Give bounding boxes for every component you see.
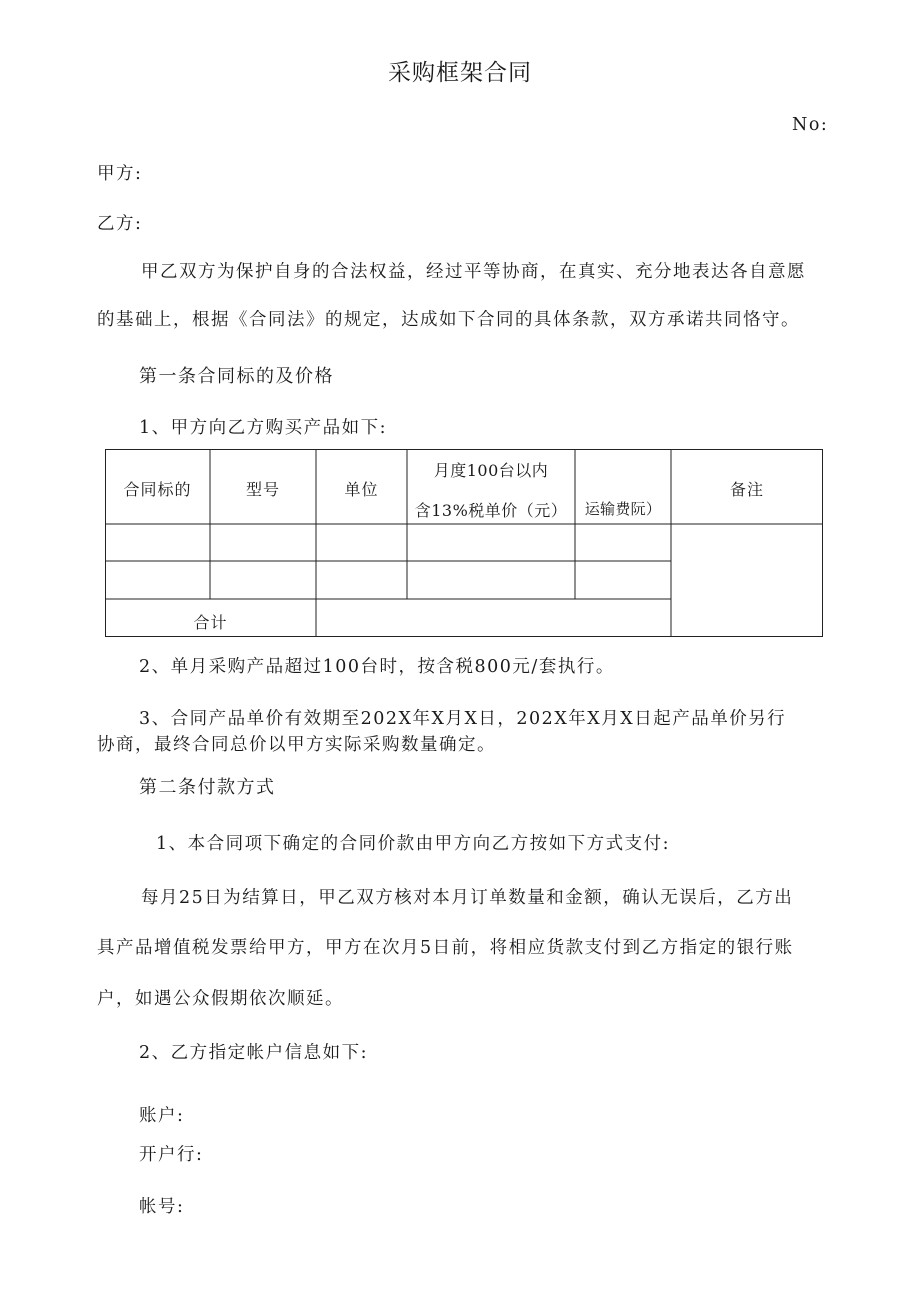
product-price-table: [105, 449, 823, 637]
payment-line-1: 每月25日为结算日，甲乙双方核对本月订单数量和金额，确认无误后，乙方出: [141, 888, 794, 908]
account-label: 账户:: [139, 1106, 185, 1126]
header-unit: 单位: [344, 480, 379, 499]
contract-number-label: No:: [792, 115, 829, 135]
article-2-clause-2: 2、乙方指定帐户信息如下:: [139, 1043, 369, 1063]
header-model: 型号: [245, 480, 280, 499]
article-1-clause-2: 2、单月采购产品超过100台时，按含税800元/套执行。: [139, 657, 615, 677]
article-1-clause-3-line-1: 3、合同产品单价有效期至202X年X月X日，202X年X月X日起产品单价另行: [139, 709, 787, 729]
header-shipping: 运输费阮）: [584, 500, 662, 518]
payment-line-3: 户，如遇公众假期依次顺延。: [97, 989, 344, 1009]
header-subject: 合同标的: [123, 480, 192, 499]
article-1-clause-3-line-2: 协商，最终合同总价以甲方实际采购数量确定。: [97, 735, 496, 755]
header-price-line-1: 月度100台以内: [433, 461, 549, 480]
document-title: 采购框架合同: [388, 60, 532, 86]
party-b-label: 乙方:: [97, 214, 143, 234]
intro-paragraph-line-1: 甲乙双方为保护自身的合法权益，经过平等协商，在真实、充分地表达各自意愿: [141, 262, 806, 282]
header-remarks: 备注: [729, 480, 764, 499]
article-1-heading: 第一条合同标的及价格: [139, 366, 334, 387]
intro-paragraph-line-2: 的基础上，根据《合同法》的规定，达成如下合同的具体条款，双方承诺共同恪守。: [97, 310, 800, 330]
article-1-clause-1: 1、甲方向乙方购买产品如下:: [139, 418, 388, 438]
party-a-label: 甲方:: [97, 164, 143, 184]
article-2-clause-1: 1、本合同项下确定的合同价款由甲方向乙方按如下方式支付:: [156, 834, 671, 854]
total-label: 合计: [193, 613, 228, 632]
payment-line-2: 具产品增值税发票给甲方，甲方在次月5日前，将相应货款支付到乙方指定的银行账: [97, 938, 794, 958]
account-number-label: 帐号:: [139, 1197, 185, 1217]
article-2-heading: 第二条付款方式: [139, 777, 276, 798]
bank-label: 开户行:: [139, 1145, 204, 1165]
header-price-line-2: 含13%税单价（元）: [414, 501, 568, 520]
